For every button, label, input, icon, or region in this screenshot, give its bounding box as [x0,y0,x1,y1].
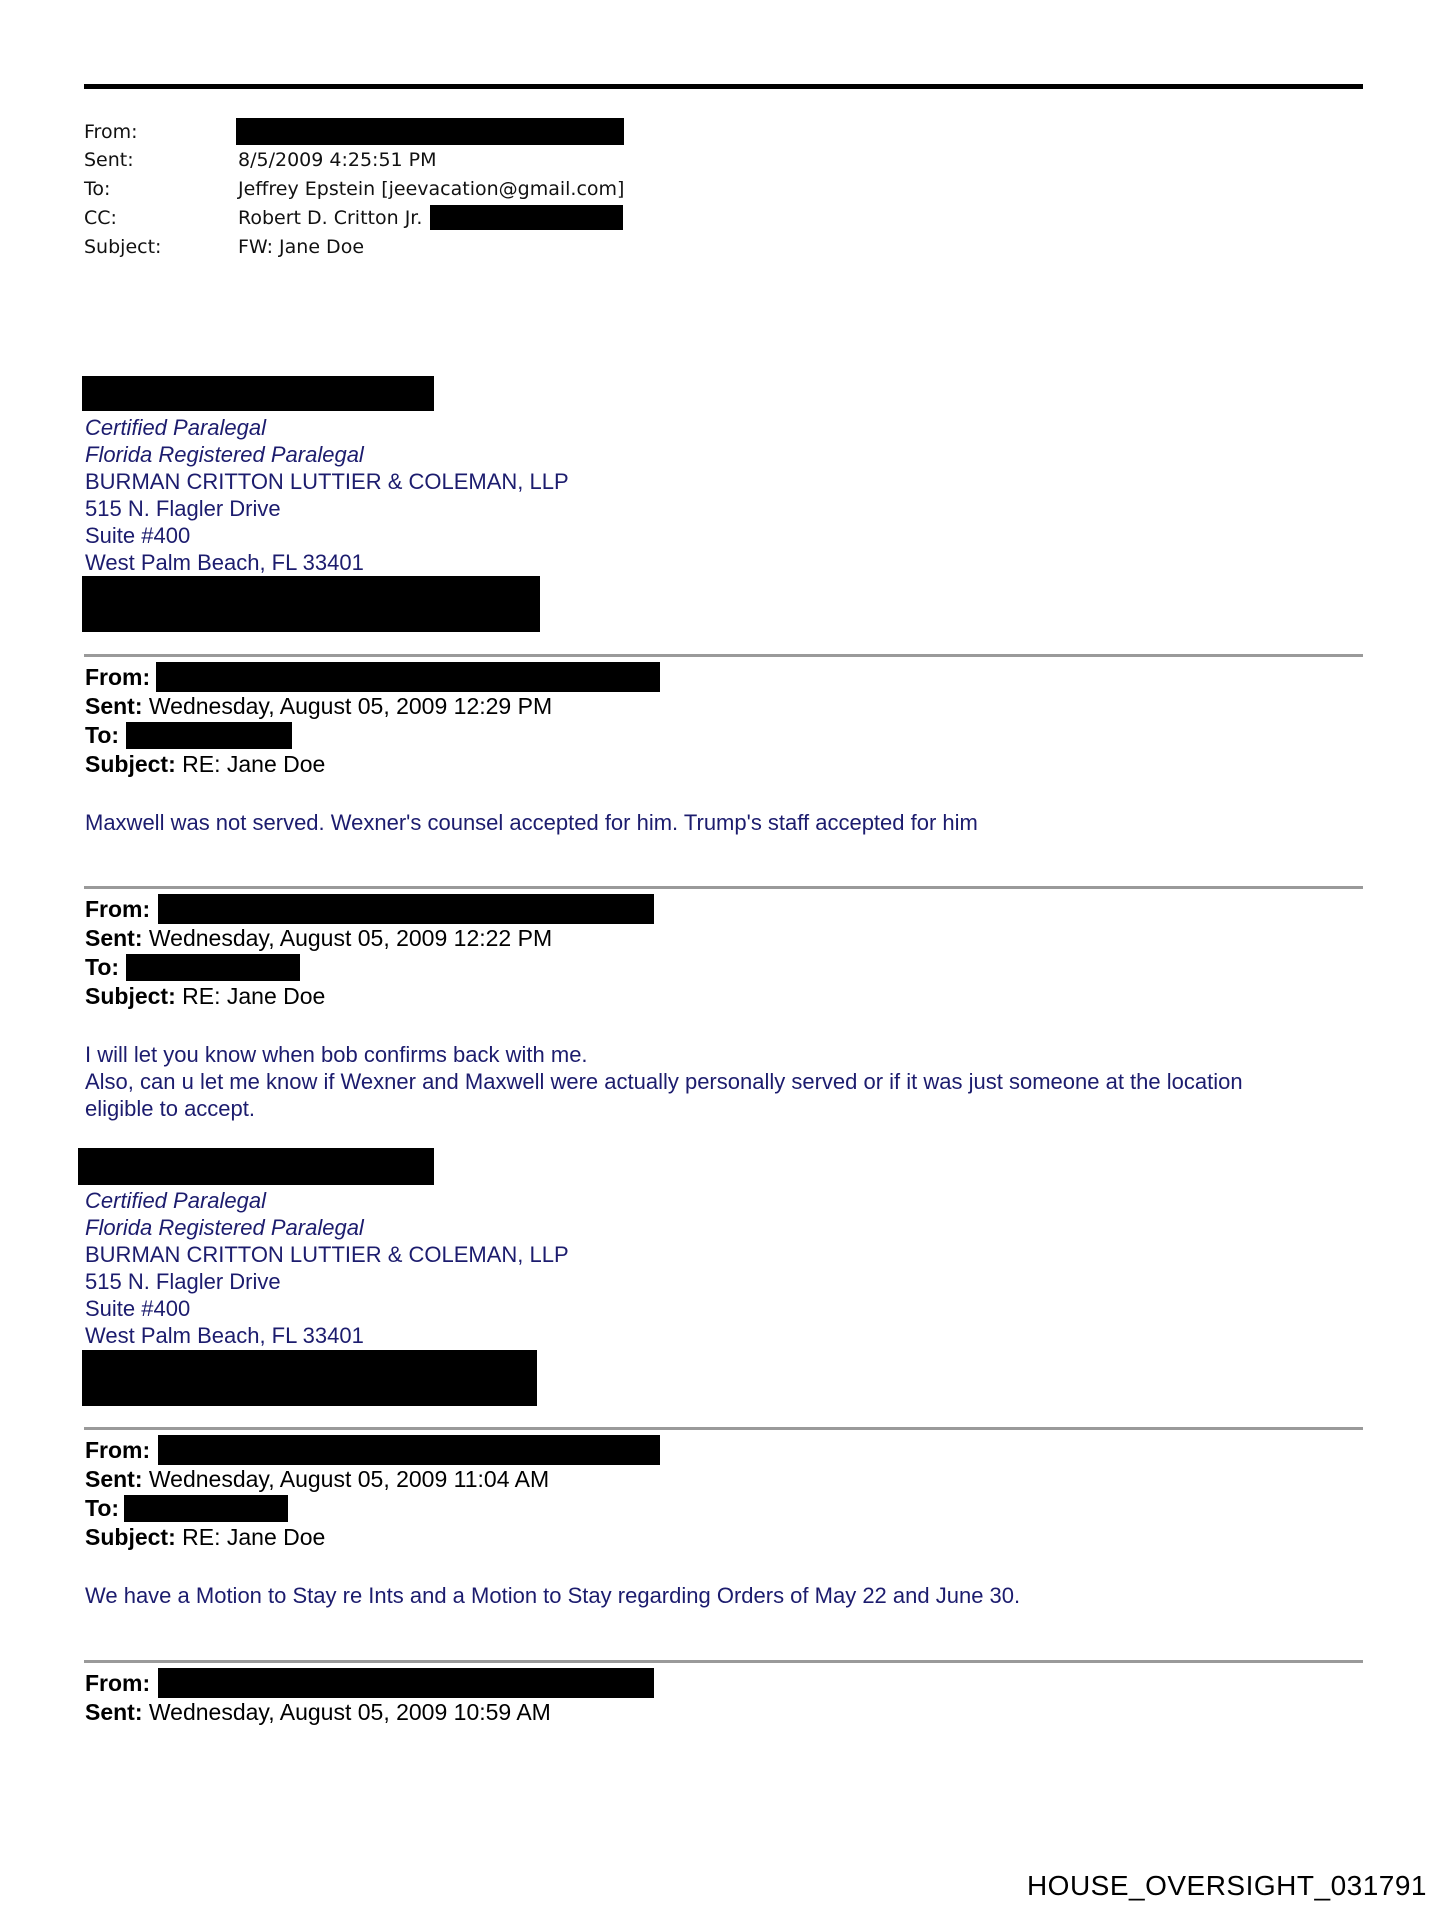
message-divider [84,1427,1363,1430]
subject-label: Subject: [85,983,176,1009]
redaction-bar [78,1148,434,1185]
signature-title: Certified Paralegal [85,1188,266,1213]
subject-value: RE: Jane Doe [182,1524,326,1550]
to-label: To: [85,954,120,980]
redaction-bar [82,376,434,411]
signature-firm: BURMAN CRITTON LUTTIER & COLEMAN, LLP [85,469,569,494]
sent-label: Sent: [85,1466,143,1492]
to-value: Jeffrey Epstein [jeevacation@gmail.com] [238,178,625,200]
bates-number: HOUSE_OVERSIGHT_031791 [1026,1870,1427,1901]
to-line [85,721,119,750]
redaction-bar [124,1495,288,1522]
redaction-bar [126,722,292,749]
message-divider [84,654,1363,657]
redaction-bar [126,954,300,981]
to-line [85,1494,119,1523]
sent-label: Sent: [85,1699,143,1725]
redaction-bar [236,118,624,145]
cc-label: CC: [84,207,117,229]
signature-street: 515 N. Flagler Drive [85,496,281,521]
signature-city: West Palm Beach, FL 33401 [85,550,364,575]
sent-value: Wednesday, August 05, 2009 12:29 PM [148,693,553,719]
from-line [85,895,150,924]
to-label: To: [84,178,111,200]
redaction-bar [158,1435,660,1465]
subject-label: Subject: [85,1524,176,1550]
subject-label: Subject: [85,751,176,777]
sent-label: Sent: [85,925,143,951]
signature-suite: Suite #400 [85,523,191,548]
to-label: To: [85,722,120,748]
signature-title: Certified Paralegal [85,415,266,440]
from-label: From: [85,664,151,690]
sent-line [85,1465,549,1494]
from-label: From: [85,896,151,922]
message-body-line: Maxwell was not served. Wexner's counsel accepted for him. Trump's staff accepted for him [85,810,978,835]
signature-suite: Suite #400 [85,1296,191,1321]
top-rule [84,84,1363,89]
sent-value: Wednesday, August 05, 2009 10:59 AM [148,1699,551,1725]
signature-title: Florida Registered Paralegal [85,1215,364,1240]
redaction-bar [430,205,623,230]
signature-title: Florida Registered Paralegal [85,442,364,467]
redaction-bar [156,662,660,692]
sent-value: 8/5/2009 4:25:51 PM [238,149,437,171]
message-body-line: We have a Motion to Stay re Ints and a Motion to Stay regarding Orders of May 22 and June 30. [85,1583,1021,1608]
from-label: From: [85,1437,151,1463]
sent-line [85,924,552,953]
redaction-bar [158,1668,654,1698]
sent-label: Sent: [85,693,143,719]
message-divider [84,886,1363,889]
sent-value: Wednesday, August 05, 2009 11:04 AM [148,1466,550,1492]
message-body-line: I will let you know when bob confirms back with me. [85,1042,588,1067]
subject-value: RE: Jane Doe [182,751,326,777]
redaction-bar [82,1350,537,1406]
signature-city: West Palm Beach, FL 33401 [85,1323,364,1348]
message-divider [84,1660,1363,1663]
from-line [85,663,150,692]
redaction-bar [158,894,654,924]
subject-line [85,1523,325,1552]
subject-value: FW: Jane Doe [238,236,365,258]
sent-value: Wednesday, August 05, 2009 12:22 PM [148,925,553,951]
signature-firm: BURMAN CRITTON LUTTIER & COLEMAN, LLP [85,1242,569,1267]
subject-value: RE: Jane Doe [182,983,326,1009]
from-label: From: [85,1670,151,1696]
to-label: To: [85,1495,120,1521]
redaction-bar [82,576,540,632]
subject-line [85,750,325,779]
from-line [85,1669,150,1698]
sent-line [85,692,552,721]
from-line [85,1436,150,1465]
signature-street: 515 N. Flagler Drive [85,1269,281,1294]
message-body-line: eligible to accept. [85,1096,255,1121]
message-body-line: Also, can u let me know if Wexner and Maxwell were actually personally served or if it was just someone at the location [85,1069,1243,1094]
sent-label: Sent: [84,149,134,171]
sent-line [85,1698,551,1727]
subject-label: Subject: [84,236,162,258]
from-label: From: [84,121,138,143]
to-line [85,953,119,982]
subject-line [85,982,325,1011]
cc-value: Robert D. Critton Jr. [238,207,423,229]
